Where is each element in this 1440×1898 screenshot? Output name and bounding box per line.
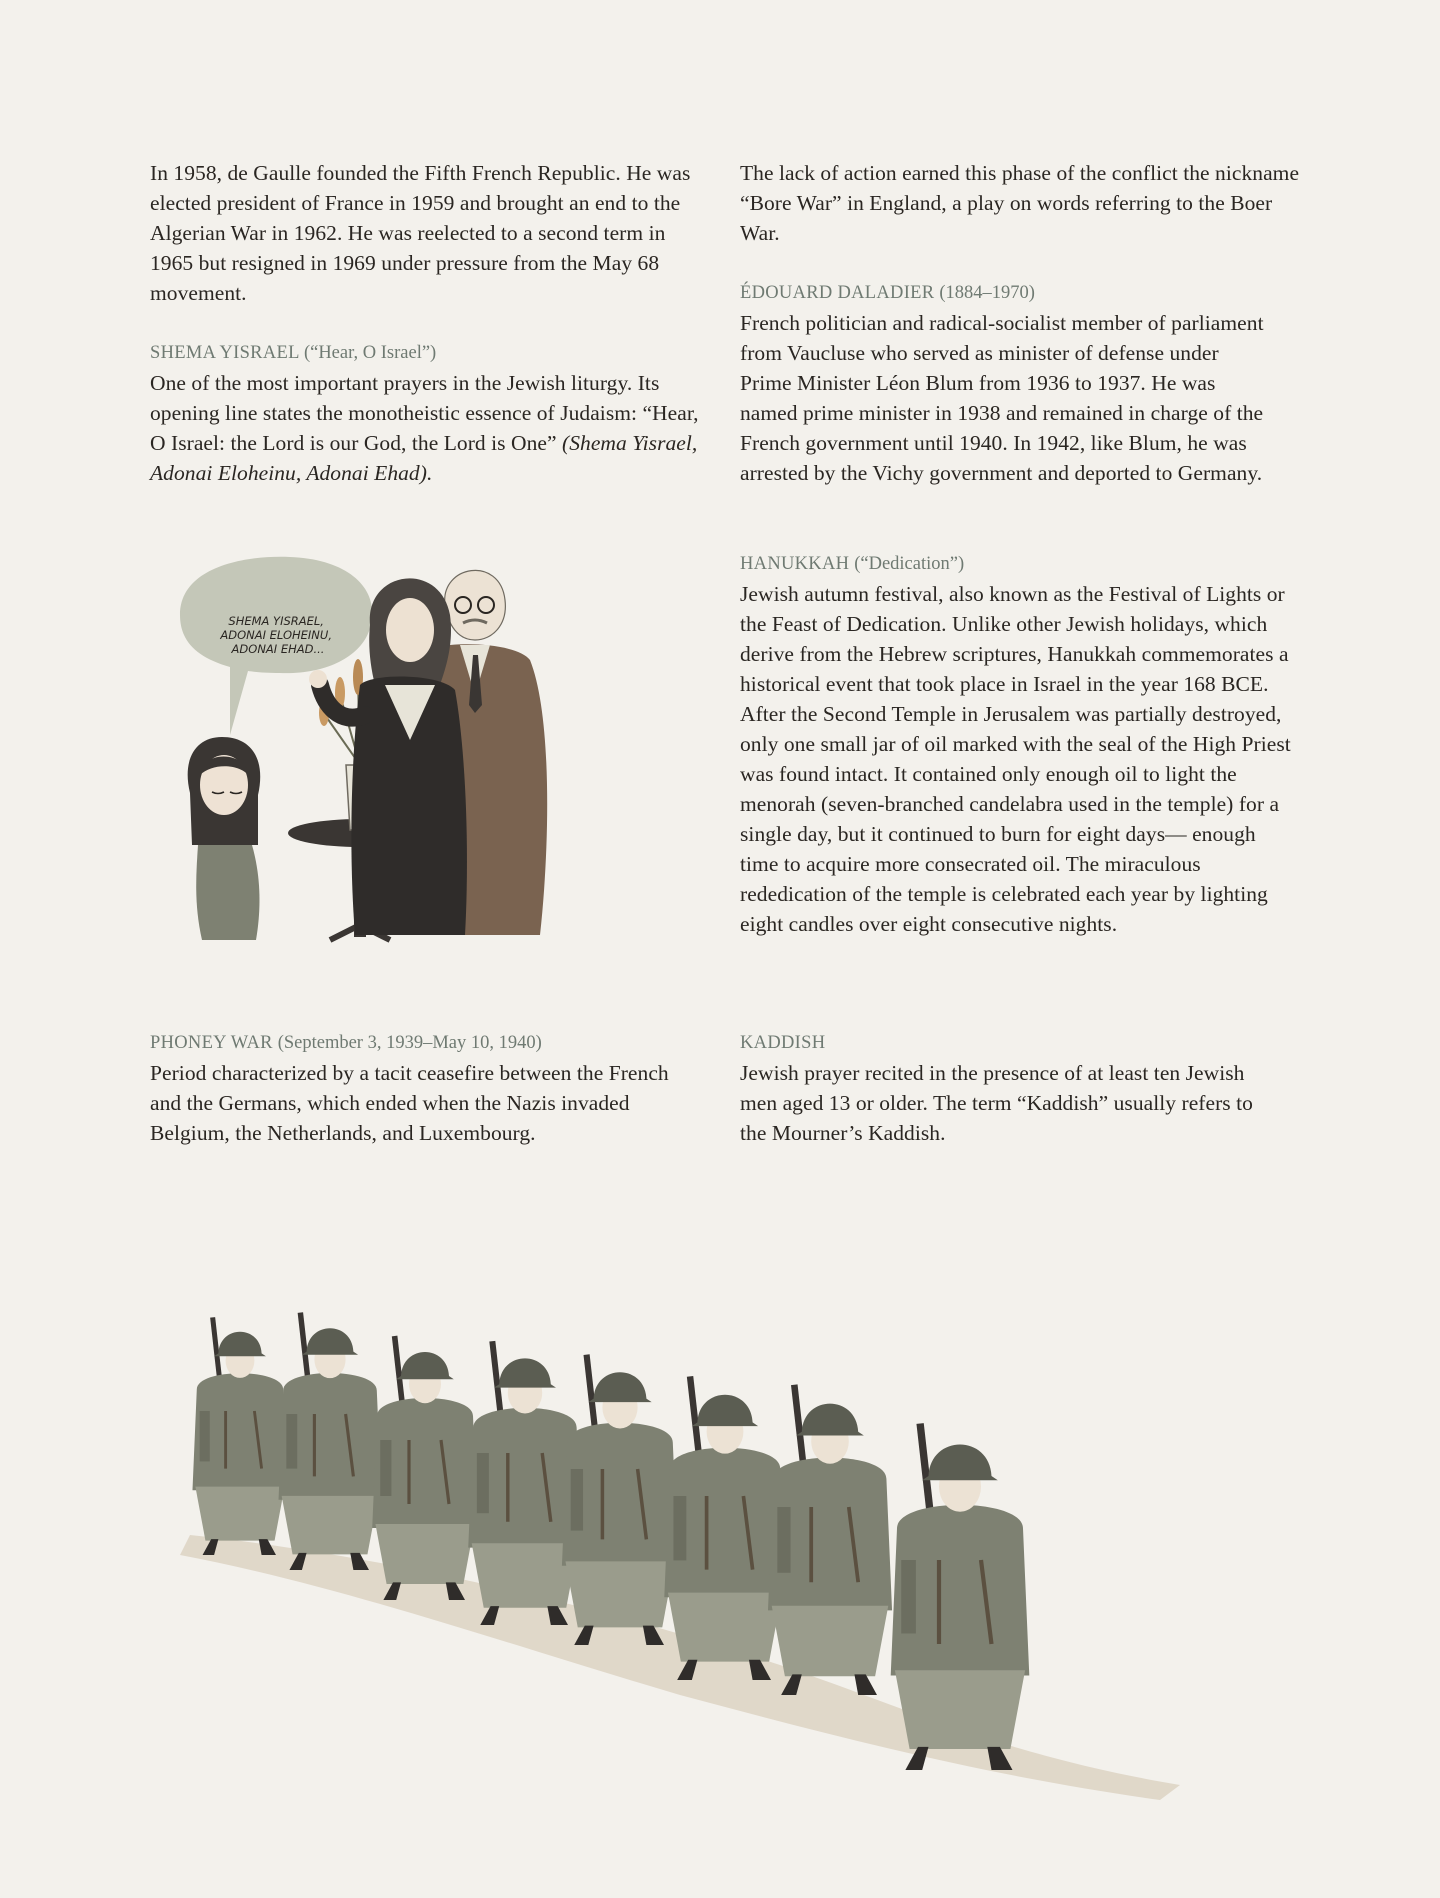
shema-heading: [150, 338, 705, 368]
daladier-dates: (1884–1970): [939, 283, 1035, 303]
daladier-heading: [740, 278, 1270, 308]
kaddish-heading: KADDISH: [740, 1033, 826, 1053]
hanukkah-translation: (“Dedication”): [854, 554, 965, 574]
daladier-entry: [740, 278, 1270, 488]
phoney-war-definition: Period characterized by a tacit ceasefire between the French and the Germans, which ended when the Nazis invaded Belgium, the Netherlands, and Luxembourg.: [150, 1061, 669, 1145]
girl-figure: [188, 737, 261, 940]
hanukkah-definition: Jewish autumn festival, also known as the Festival of Lights or the Feast of Dedication. Unlike other Jewish holidays, which derive from the Hebrew scriptures, Hanukkah commemorates a historical event that took place in Israel in the year 168 BCE. After the Second Temple in Jerusalem was partially destroyed, only one small jar of oil marked with the seal of the High Priest was found intact. It contained only enough oil to light the menorah (seven-branched candelabra used in the temple) for a single day, but it continued to burn for eight days— enough time to acquire more consecrated oil. The miraculous rededication of the temple is celebrated each year by lighting eight candles over eight consecutive nights.: [740, 582, 1291, 936]
soldier-2: [279, 1313, 382, 1570]
bubble-line-3: ADONAI EHAD...: [231, 642, 325, 656]
svg-text:SHEMA YISRAEL, ADONAI EL: [219, 614, 335, 656]
shema-term: SHEMA YISRAEL: [150, 343, 300, 363]
hanukkah-term: HANUKKAH: [740, 554, 850, 574]
phoney-war-heading: [150, 1028, 705, 1058]
soldier-5: [562, 1355, 678, 1645]
hanukkah-heading: [740, 549, 1292, 579]
degaulle-paragraph: In 1958, de Gaulle founded the Fifth French Republic. He was elected president of France in 1959 and brought an end to the Algerian War in 1962. He was reelected to a second term in 1965 but resigned in 1969 under pressure from the May 68 movement.: [150, 161, 691, 305]
phoney-war-dates: (September 3, 1939–May 10, 1940): [277, 1033, 542, 1053]
family-illustration: [160, 545, 640, 945]
phoney-war-entry: [150, 1028, 705, 1148]
bubble-line-1: SHEMA YISRAEL,: [228, 614, 324, 628]
hanukkah-entry: [740, 549, 1292, 939]
kaddish-entry: [740, 1028, 1270, 1148]
soldier-7: [768, 1385, 892, 1695]
bore-war-paragraph: The lack of action earned this phase of the conflict the nickname “Bore War” in England, a play on words referring to the Boer War.: [740, 161, 1300, 245]
bubble-line-2: ADONAI ELOHEINU,: [220, 628, 332, 642]
left-column: [150, 158, 710, 308]
soldier-1: [192, 1317, 287, 1555]
soldier-8: [891, 1424, 1030, 1771]
soldier-3: [372, 1336, 478, 1600]
soldier-4: [468, 1341, 582, 1625]
phoney-war-term: PHONEY WAR: [150, 1033, 273, 1053]
daladier-term: ÉDOUARD DALADIER: [740, 283, 935, 303]
soldiers-illustration: [180, 1225, 1200, 1805]
shema-transliteration: (Shema Yisrael, Adonai Eloheinu, Adonai Ehad).: [150, 431, 698, 485]
shema-entry: [150, 338, 705, 488]
daladier-definition: French politician and radical-socialist member of parliament from Vaucluse who served as minister of defense under Prime Minister Léon Blum from 1936 to 1937. He was named prime minister in 1938 and remained in charge of the French government until 1940. In 1942, like Blum, he was arrested by the Vichy government and deported to Germany.: [740, 311, 1264, 485]
shema-translation: (“Hear, O Israel”): [303, 343, 437, 363]
right-column: [740, 158, 1300, 248]
shema-definition: [150, 368, 705, 488]
soldier-6: [664, 1376, 785, 1680]
shema-definition-text: One of the most important prayers in the Jewish liturgy. Its opening line states the monotheistic essence of Judaism: “Hear, O Israel: the Lord is our God, the Lord is One”: [150, 371, 699, 455]
kaddish-definition: Jewish prayer recited in the presence of at least ten Jewish men aged 13 or older. The term “Kaddish” usually refers to the Mourner’s Kaddish.: [740, 1061, 1253, 1145]
